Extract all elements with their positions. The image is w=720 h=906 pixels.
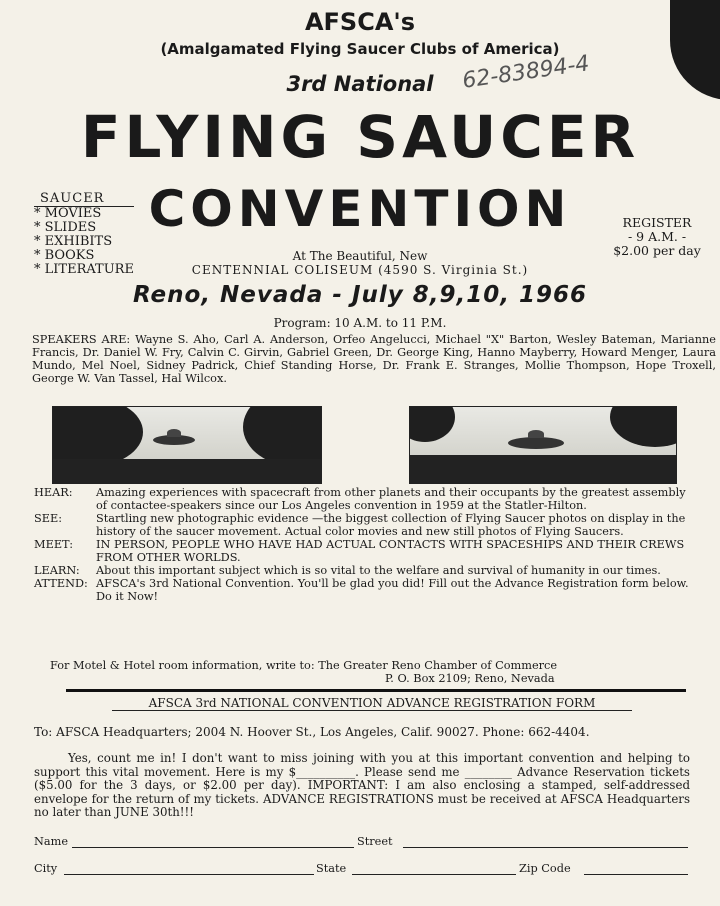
title-flying-saucer: FLYING SAUCER — [80, 103, 640, 171]
name-label: Name — [34, 835, 69, 848]
form-paragraph: Yes, count me in! I don't want to miss joining with you at this important convention and helping to support this vital movement. Here is my $__________. Please send me ________ Advance Reservation tickets ($5.00 for the 3 days, or $2.00 per day). IMPORTANT: I am also enclosing a stamped, self-addressed envelope for the return of my tickets. ADVANCE REGISTRATIONS must be received at AFSCA Headquarters no later than JUNE 30th!!! — [34, 751, 690, 820]
section-meet: MEET: IN PERSON, PEOPLE WHO HAVE HAD ACTUAL CONTACTS WITH SPACESHIPS AND THEIR CREWS FROM OTHER WORLDS. — [34, 538, 685, 564]
location-date: Reno, Nevada - July 8,9,10, 1966 — [132, 282, 588, 308]
zip-field[interactable] — [584, 874, 688, 875]
saucer-photo-left — [52, 406, 322, 484]
section-learn: LEARN: About this important subject which is so vital to the welfare and survival of humanity in our times. — [34, 564, 661, 577]
street-field[interactable] — [403, 847, 688, 848]
features-heading: SAUCER — [34, 192, 134, 207]
zip-label: Zip Code — [519, 862, 571, 875]
motel-info-line2: P. O. Box 2109; Reno, Nevada — [385, 672, 555, 685]
state-label: State — [316, 862, 347, 875]
section-attend: ATTEND: AFSCA's 3rd National Convention. You'll be glad you did! Fill out the Advance Registration form below. Do it Now! — [34, 577, 689, 603]
feature-item: * BOOKS — [34, 248, 95, 263]
venue-line1: At The Beautiful, New — [292, 249, 428, 263]
state-field[interactable] — [352, 874, 516, 875]
saucer-photo-right — [409, 406, 677, 484]
form-address: To: AFSCA Headquarters; 2004 N. Hoover St., Los Angeles, Calif. 90027. Phone: 662-4404. — [34, 725, 590, 739]
motel-info-line1: For Motel & Hotel room information, write to: The Greater Reno Chamber of Commerce — [50, 659, 558, 672]
edition-line: 3rd National — [286, 72, 434, 96]
form-title: AFSCA 3rd NATIONAL CONVENTION ADVANCE REGISTRATION FORM — [112, 697, 632, 711]
city-label: City — [34, 862, 58, 875]
sections-list — [34, 486, 694, 603]
section-hear: HEAR: Amazing experiences with spacecraft from other planets and their occupants by the greatest assembly of contactee-speakers since our Los Angeles convention in 1959 at the Statler-Hilton. — [34, 486, 686, 512]
handwritten-number: 62-83894-4 — [460, 51, 591, 94]
city-field[interactable] — [64, 874, 314, 875]
title-convention: CONVENTION — [148, 180, 572, 238]
saucer-features-list — [34, 192, 134, 277]
speakers-list: SPEAKERS ARE: Wayne S. Aho, Carl A. Anderson, Orfeo Angelucci, Michael "X" Barton, Wesley Bateman, Marianne Francis, Dr. Daniel W. Fry, Calvin C. Girvin, Gabriel Green, Dr. George King, Hanno Mayberry, Howard Menger, Laura Mundo, Mel Noel, Sidney Padrick, Chief Standing Horse, Dr. Frank E. Stranges, Mollie Thompson, Hope Troxell, George W. Van Tassel, Hal Wilcox. — [32, 333, 716, 385]
street-label: Street — [357, 835, 393, 848]
form-divider — [66, 689, 686, 692]
program-hours: Program: 10 A.M. to 11 P.M. — [273, 316, 447, 330]
section-see: SEE: Startling new photographic evidence —the biggest collection of Flying Saucer photos on display in the history of the saucer movement. Actual color movies and new still photos of Flying Saucers. — [34, 512, 686, 538]
feature-item: * EXHIBITS — [34, 234, 113, 249]
register-label: REGISTER — [622, 215, 692, 230]
org-full-name: (Amalgamated Flying Saucer Clubs of America) — [160, 40, 560, 58]
register-time: - 9 A.M. - — [627, 229, 687, 244]
venue-line2: CENTENNIAL COLISEUM (4590 S. Virginia St.) — [191, 263, 529, 277]
org-heading: AFSCA's — [304, 8, 416, 36]
feature-item: * SLIDES — [34, 220, 97, 235]
feature-item: * LITERATURE — [34, 262, 134, 277]
register-price: $2.00 per day — [613, 243, 701, 258]
feature-item: * MOVIES — [34, 206, 102, 221]
name-field[interactable] — [72, 847, 354, 848]
